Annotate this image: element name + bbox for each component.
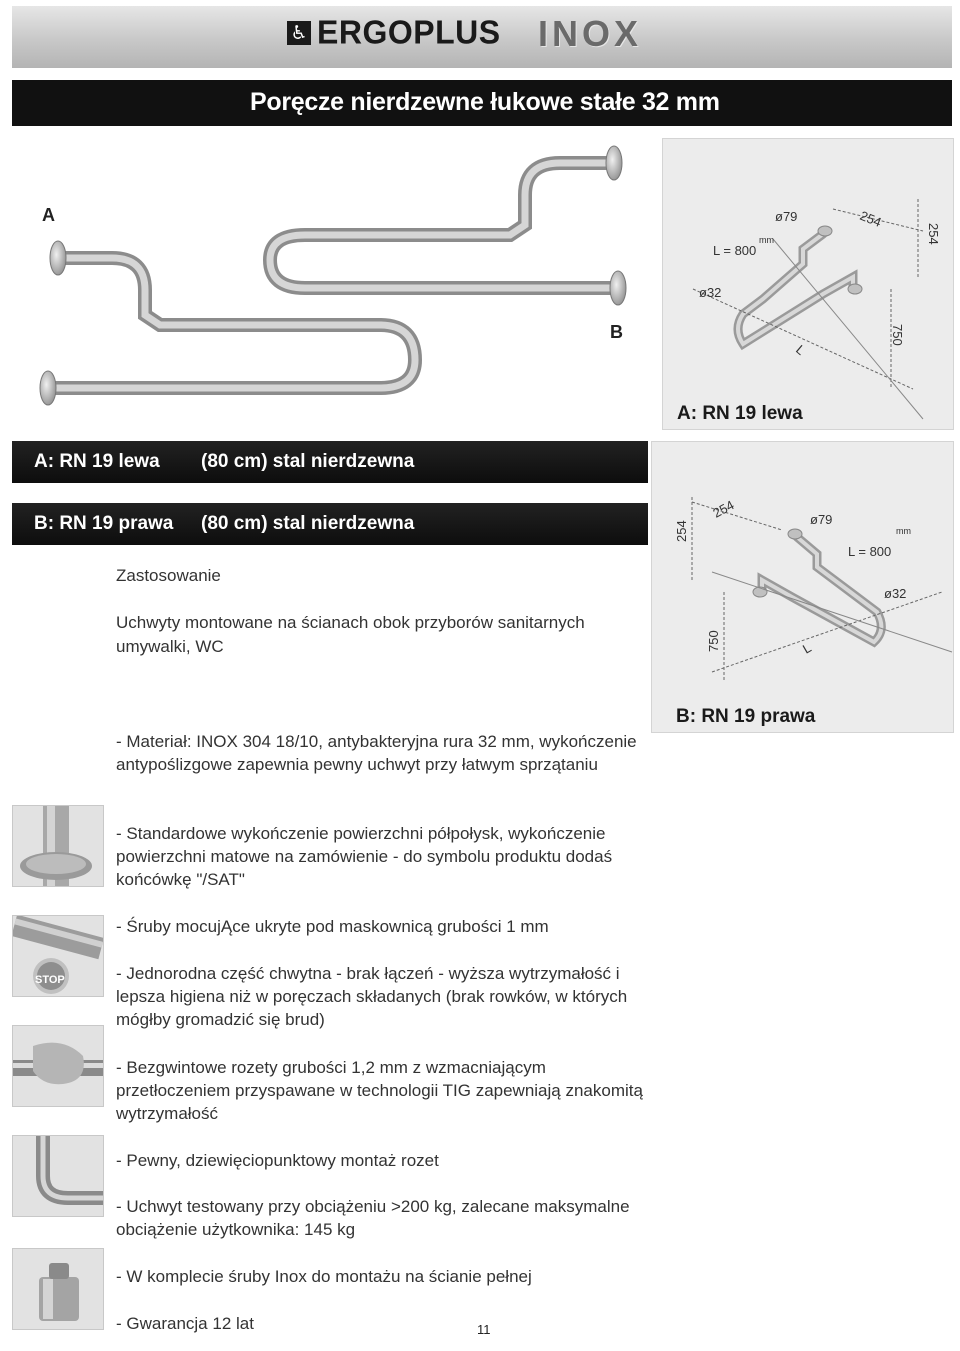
feature-load: - Uchwyt testowany przy obciążeniu >200 kg, zalecane maksymalne obciążenie użytkownika: 145 kg: [116, 1197, 630, 1239]
section-title: Zastosowanie: [116, 566, 221, 585]
model-bar-b: [12, 503, 648, 545]
rosette-b-bottom: [610, 271, 626, 305]
diagram-b-length: L = 800: [848, 544, 892, 559]
diagram-a-254-top: 254: [857, 207, 884, 230]
model-b-code: B: RN 19 prawa: [34, 513, 174, 534]
label-b: B: [610, 322, 623, 342]
feature-screws: - Śruby mocujĄce ukryte pod maskownicą grubości 1 mm: [116, 917, 549, 936]
diagram-b-caption: B: RN 19 prawa: [676, 706, 816, 727]
feature-finish: - Standardowe wykończenie powierzchni półpołysk, wykończenie powierzchni matowe na zamówienie - do symbolu produktu dodaś końcówkę "/SAT": [116, 824, 613, 889]
diagram-a-length: L = 800: [713, 243, 757, 258]
diagram-a-drawing: [663, 139, 953, 429]
grab-bar-b: [270, 163, 612, 288]
thumb-screw-cover: [12, 915, 104, 997]
page-number: 11: [477, 1322, 491, 1337]
diagram-b-lsym: L: [800, 639, 814, 657]
model-b-desc: (80 cm) stal nierdzewna: [201, 513, 415, 534]
diagram-b-unit: mm: [896, 526, 911, 536]
feature-homogeneous: - Jednorodna część chwytna - brak łączeń - wyższa wytrzymałość i lepsza higiena niż w poręczach składanych (brak rowków, w których mógłby gromadzić się brud): [116, 964, 628, 1029]
thumb-hand-grip: [12, 1025, 104, 1107]
label-a: A: [42, 205, 55, 225]
thumb-pipe-finish: [12, 805, 104, 887]
model-bar-a: [12, 441, 648, 483]
diagram-a-d79: ø79: [775, 209, 798, 224]
thumb-weight: [12, 1248, 104, 1330]
rosette-b-top: [606, 146, 622, 180]
wheelchair-icon: ♿: [287, 21, 311, 45]
intro-text: Uchwyty montowane na ścianach obok przyborów sanitarnych umywalki, WC: [116, 613, 585, 656]
diagram-b-254-top: 254: [710, 497, 737, 521]
sub-brand: INOX: [538, 13, 643, 54]
diagram-b: [651, 441, 954, 733]
grab-bar-a: [52, 258, 415, 388]
thumb-bend: [12, 1135, 104, 1217]
diagram-a-750: 750: [890, 324, 905, 346]
stop-label: STOP: [35, 974, 65, 986]
diagram-a: [662, 138, 954, 430]
diagram-b-750: 750: [706, 630, 721, 652]
diagram-a-lsym: L: [793, 341, 809, 358]
diagram-a-d32: ø32: [699, 285, 722, 300]
diagram-b-d79: ø79: [810, 512, 833, 527]
diagram-b-254-side: 254: [674, 520, 689, 542]
feature-material: - Materiał: INOX 304 18/10, antybakteryjna rura 32 mm, wykończenie antypoślizgowe zapewnia pewny uchwyt przy łatwym sprzątaniu: [116, 732, 637, 774]
feature-warranty: - Gwarancja 12 lat: [116, 1314, 254, 1333]
product-illustration: [20, 140, 650, 430]
page-title: Poręcze nierdzewne łukowe stałe 32 mm: [250, 88, 720, 116]
rosette-a-bottom: [40, 371, 56, 405]
feature-mounting: - Pewny, dziewięciopunktowy montaż rozet: [116, 1151, 439, 1170]
diagram-b-d32: ø32: [884, 586, 907, 601]
feature-rosettes: - Bezgwintowe rozety grubości 1,2 mm z wzmacniającym przetłoczeniem przyspawane w technologii TIG zapewniają znakomitą wytrzymałość: [116, 1058, 643, 1123]
rosette-a-top: [50, 241, 66, 275]
feature-kit: - W komplecie śruby Inox do montażu na ścianie pełnej: [116, 1267, 532, 1286]
diagram-a-unit: mm: [759, 235, 774, 245]
brand-logo: [287, 14, 501, 51]
model-a-desc: (80 cm) stal nierdzewna: [201, 451, 415, 472]
brand-name: ERGOPLUS: [317, 13, 501, 51]
diagram-a-caption: A: RN 19 lewa: [677, 403, 803, 424]
model-a-code: A: RN 19 lewa: [34, 451, 160, 472]
diagram-a-254-side: 254: [926, 223, 941, 245]
diagram-b-drawing: [652, 442, 953, 732]
